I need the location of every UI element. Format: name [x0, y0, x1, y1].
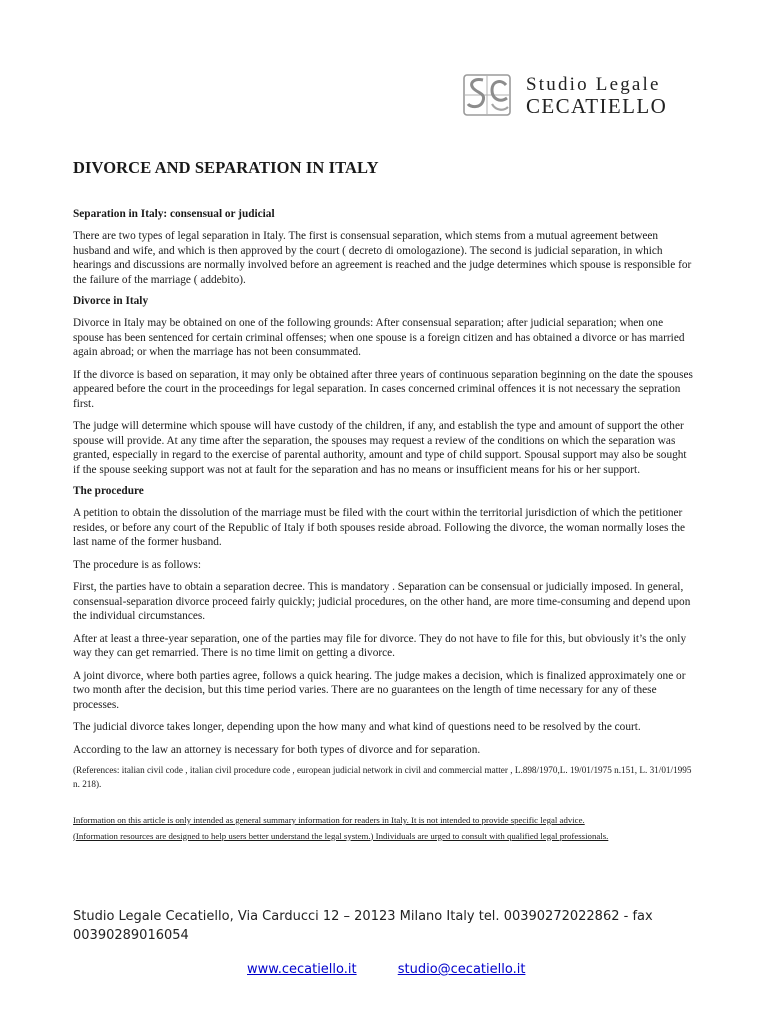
document-body — [73, 158, 695, 842]
disclaimer-summary: Information on this article is only intended as general summary information for readers in Italy. It is not intended to provide specific legal advice. — [73, 815, 585, 825]
sc-monogram-logo-icon — [462, 73, 514, 117]
paragraph: According to the law an attorney is necessary for both types of divorce and for separation. — [73, 743, 481, 756]
paragraph: If the divorce is based on separation, it may only be obtained after three years of continuous separation beginning on the date the spouses appeared before the court in the proceedings for legal separation. In cases concerned criminal offences it is not necessary the sepration first. — [73, 368, 693, 410]
references-note: (References: italian civil code , italian civil procedure code , european judicial network in civil and commercial matter , L.898/1970,L. 19/01/1975 n.151, L. 31/01/1995 n. 218). — [73, 765, 692, 789]
website-link[interactable]: www.cecatiello.it — [247, 962, 357, 977]
disclaimer-consult: (Information resources are designed to help users better understand the legal system.) Individuals are urged to consult with qualified legal professionals. — [73, 830, 609, 841]
footer-links — [247, 962, 525, 977]
firm-logo — [462, 70, 698, 120]
paragraph: The judicial divorce takes longer, depending upon the how many and what kind of questions need to be resolved by the court. — [73, 721, 641, 733]
footer-address: Studio Legale Cecatiello, Via Carducci 12 – 20123 Milano Italy tel. 00390272022862 - fax 00390289016054 — [73, 909, 653, 943]
firm-name-line2: CECATIELLO — [526, 94, 668, 118]
section-heading-procedure: The procedure — [73, 485, 144, 497]
paragraph: The judge will determine which spouse will have custody of the children, if any, and establish the type and amount of support the other spouse will provide. At any time after the separation, the spouses may request a review of the conditions on which the separation was granted, especially in regard to the exercise of parental authority, amount and type of child support. Spousal support may also be sought if the spouse seeking support was not at fault for the separation and has no means or insufficient means for his or her support. — [73, 420, 687, 476]
paragraph: Divorce in Italy may be obtained on one of the following grounds: After consensual separation; after judicial separation; when one spouse has been sentenced for certain criminal offenses; when one spouse is a foreign citizen and has obtained a divorce or has married again abroad; or when the marriage has not been consummated. — [73, 317, 685, 358]
paragraph: The procedure is as follows: — [73, 558, 201, 571]
paragraph: After at least a three-year separation, one of the parties may file for divorce. They do not have to file for this, but obviously it’s the only way they can get remarried. There is no time limit on getting a divorce. — [73, 632, 687, 659]
paragraph: There are two types of legal separation in Italy. The first is consensual separation, which stems from a mutual agreement between husband and wife, and which is then approved by the court ( decreto di omologazione). The second is judicial separation, in which hearings and discussions are normally involved before an agreement is reached and the judge determines which spouse is responsible for the failure of the marriage ( addebito). — [73, 230, 692, 286]
paragraph: A joint divorce, where both parties agree, follows a quick hearing. The judge makes a decision, which is finalized approximately one or two month after the decision, but this time period varies. There are no guarantees on the length of time necessary for any of these processes. — [73, 669, 686, 711]
section-heading-divorce: Divorce in Italy — [73, 295, 149, 307]
email-link[interactable]: studio@cecatiello.it — [397, 962, 526, 977]
section-heading-separation: Separation in Italy: consensual or judicial — [73, 208, 275, 220]
firm-name-line1: Studio Legale — [526, 74, 661, 95]
paragraph: First, the parties have to obtain a separation decree. This is mandatory . Separation can be consensual or judicially imposed. In general, consensual-separation divorce proceed fairly quickly; judicial procedures, on the other hand, are more time-consuming and depend upon the individual circumstances. — [73, 581, 691, 622]
document-title: DIVORCE AND SEPARATION IN ITALY — [73, 158, 379, 177]
paragraph: A petition to obtain the dissolution of the marriage must be filed with the court within the territorial jurisdiction of which the petitioner resides, or before any court of the Republic of Italy if both spouses reside abroad. Following the divorce, the woman normally loses the last name of the former husband. — [73, 507, 686, 548]
